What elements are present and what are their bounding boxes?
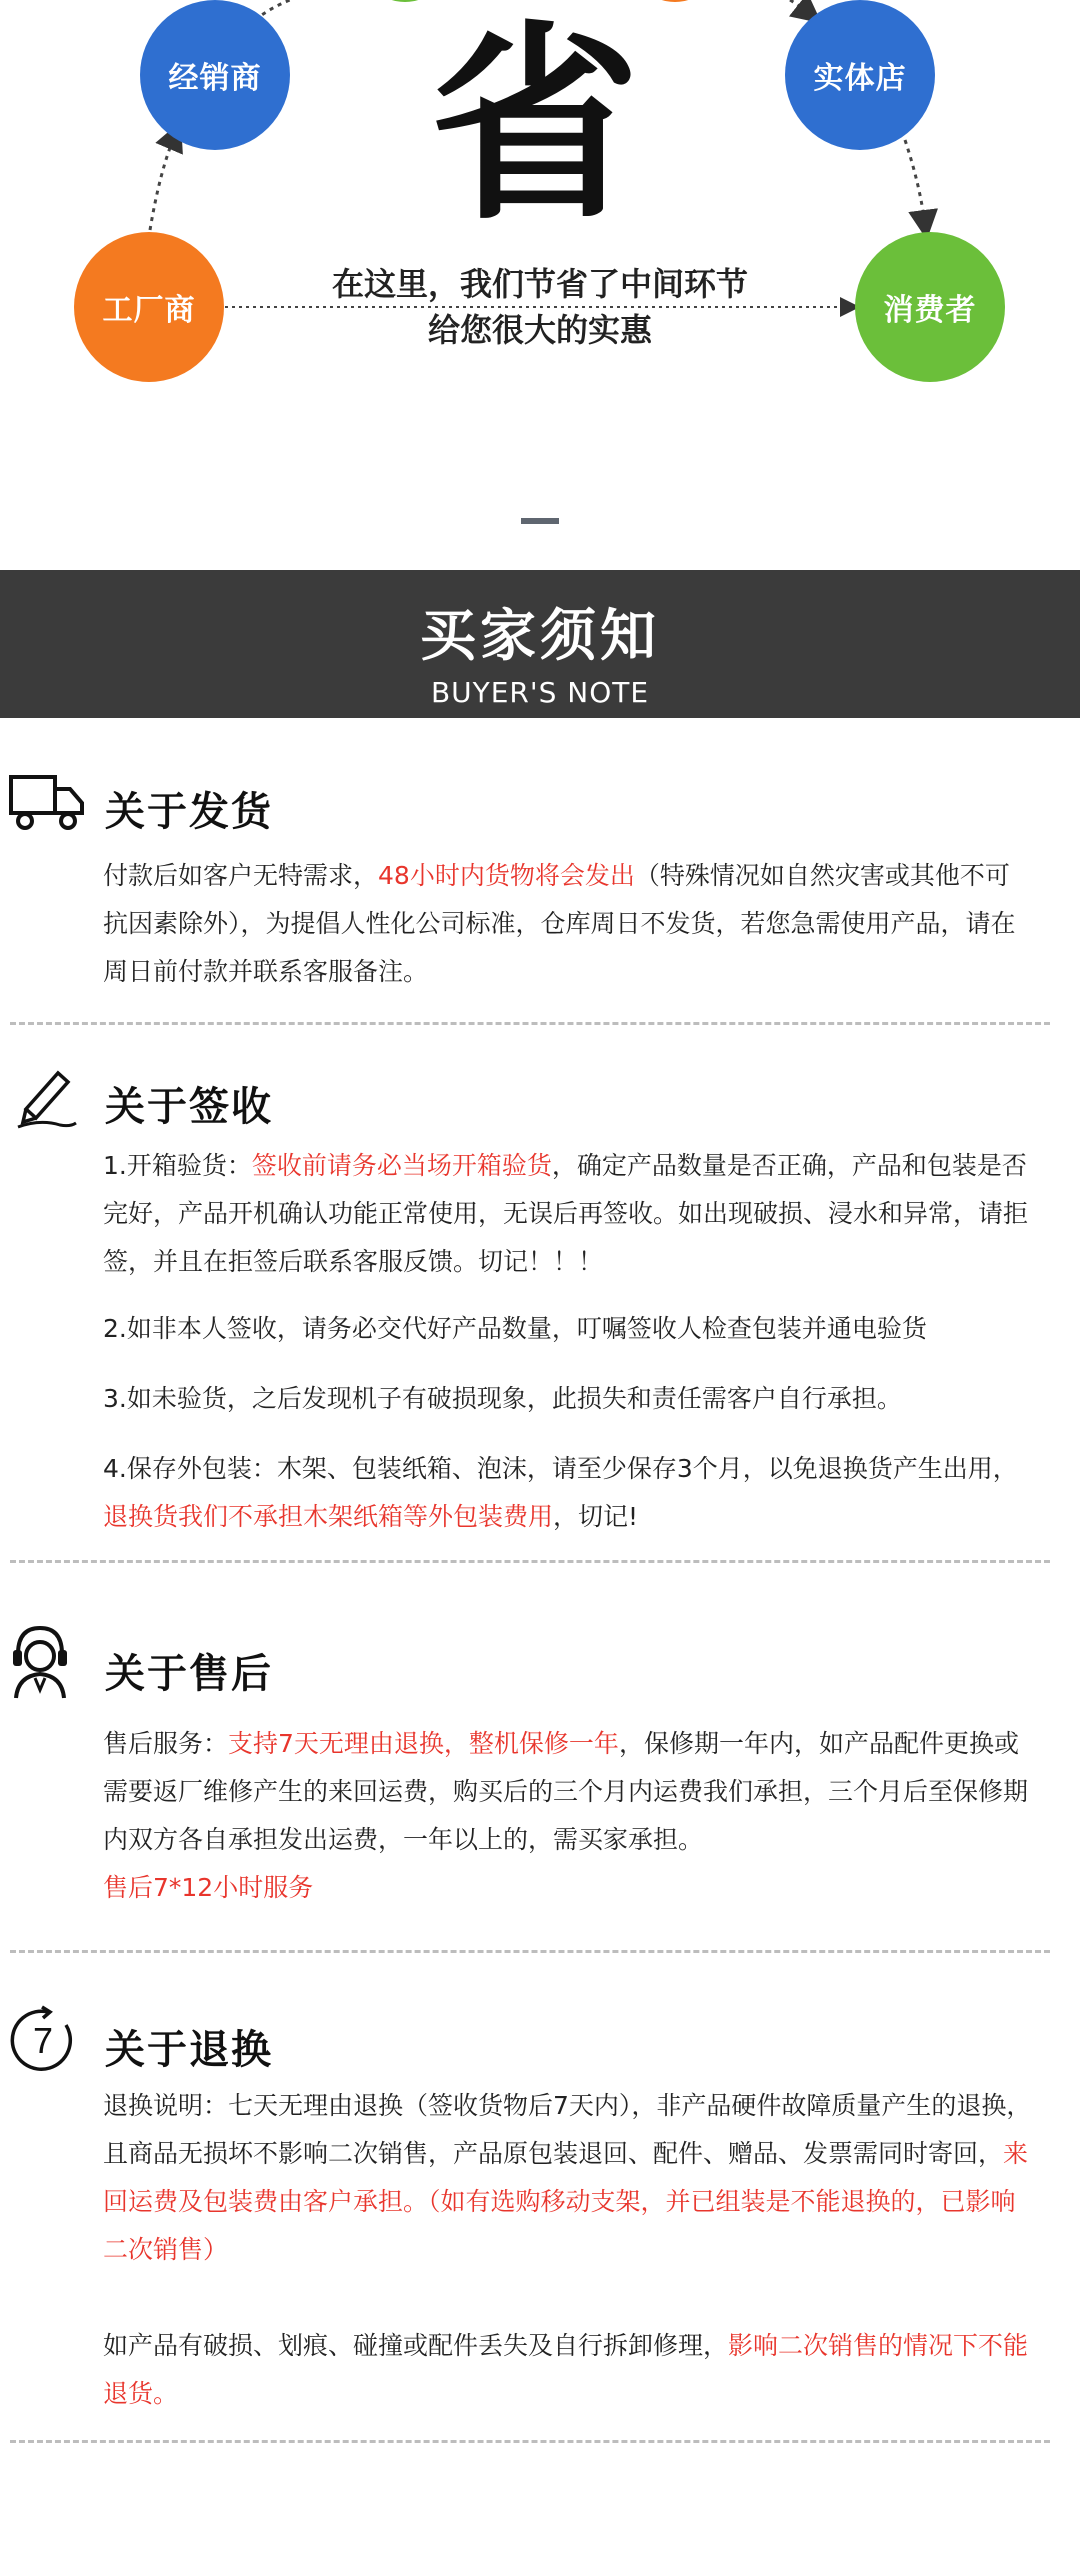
shipping-highlight: 48小时内货物将会发出 — [378, 861, 635, 890]
shipping-paragraph — [103, 852, 1033, 996]
banner-subtitle: BUYER'S NOTE — [430, 676, 650, 709]
signing-item-4-highlight: 退换货我们不承担木架纸箱等外包装费用 — [103, 1502, 554, 1531]
returns-highlight-2: 影响二次销售的情况下不能退货。 — [103, 2331, 1029, 2408]
pen-icon — [12, 1065, 80, 1131]
shipping-text-a: 付款后如客户无特需求， — [103, 861, 379, 890]
aftersale-service-hours: 售后7*12小时服务 — [103, 1873, 314, 1902]
divider — [10, 1560, 1050, 1563]
signing-item-3: 3.如未验货，之后发现机子有破损现象，此损失和责任需客户自行承担。 — [103, 1384, 902, 1413]
returns-paragraph-2 — [103, 2322, 1033, 2418]
signing-item-4 — [103, 1445, 1033, 1541]
node-distributor: 经销商 — [140, 0, 290, 150]
aftersale-label: 售后服务： — [103, 1729, 229, 1758]
aftersale-paragraph — [103, 1720, 1033, 1864]
signing-item-4-text-a: 4.保存外包装：木架、包装纸箱、泡沫，请至少保存3个月，以免退换货产生出用， — [103, 1454, 1018, 1483]
signing-item-1-highlight: 签收前请务必当场开箱验货 — [251, 1151, 552, 1180]
aftersale-highlight: 支持7天无理由退换，整机保修一年 — [228, 1729, 619, 1758]
aftersale-text: ，保修期一年内，如产品配件更换或需要返厂维修产生的来回运费，购买后的三个月内运费我们承担，三个月后至保修期内双方各自承担发出运费，一年以上的，需买家承担。 — [103, 1729, 1029, 1854]
signing-item-1 — [103, 1142, 1033, 1286]
node-store: 实体店 — [785, 0, 935, 150]
returns-text-b: 如产品有破损、划痕、碰撞或配件丢失及自行拆卸修理， — [103, 2331, 729, 2360]
arrow-store-to-consumer — [905, 140, 925, 225]
arrow-factory-to-distributor — [150, 135, 175, 230]
truck-icon — [8, 773, 86, 835]
returns-highlight: 来回运费及包装费由客户承担。（如有选购移动支架，并已组装是不能退换的，已影响二次销售） — [103, 2139, 1029, 2264]
section-title-shipping: 关于发货 — [105, 789, 273, 835]
node-consumer: 消费者 — [855, 232, 1005, 382]
divider — [10, 1950, 1050, 1953]
slogan-line2: 给您很大的实惠 — [427, 311, 652, 349]
divider — [10, 1022, 1050, 1025]
headset-agent-icon — [8, 1622, 72, 1700]
section-title-returns: 关于退换 — [105, 2027, 273, 2073]
signing-item-1-label: 1.开箱验货： — [103, 1151, 252, 1180]
returns-paragraph-1 — [103, 2082, 1033, 2274]
seven-day-return-icon — [8, 2005, 78, 2075]
node-factory: 工厂商 — [74, 232, 224, 382]
separator-mark — [521, 518, 559, 524]
savings-diagram — [0, 0, 1080, 420]
signing-item-1-text: ，确定产品数量是否正确，产品和包装是否完好，产品开机确认功能正常使用，无误后再签收。如出现破损、浸水和异常，请拒签，并且在拒签后联系客服反馈。切记！！！ — [103, 1151, 1029, 1276]
signing-item-2: 2.如非本人签收，请务必交代好产品数量，叮嘱签收人检查包装并通电验货 — [103, 1314, 927, 1343]
divider — [10, 2440, 1050, 2443]
section-title-signing: 关于签收 — [105, 1084, 273, 1130]
slogan-line1: 在这里，我们节省了中间环节 — [331, 265, 748, 303]
shipping-text-b: （特殊情况如自然灾害或其他不可抗因素除外），为提倡人性化公司标准，仓库周日不发货，若您急需使用产品，请在周日前付款并联系客服备注。 — [103, 861, 1016, 986]
signing-item-4-text-b: ，切记! — [553, 1502, 639, 1531]
returns-text-a: 退换说明：七天无理由退换（签收货物后7天内），非产品硬件故障质量产生的退换，且商品无损坏不影响二次销售，产品原包装退回、配件、赠品、发票需同时寄回， — [103, 2091, 1032, 2168]
arrow-top-right — [790, 0, 810, 14]
section-title-aftersale: 关于售后 — [105, 1651, 273, 1697]
save-character: 省 — [430, 1, 641, 248]
banner-title: 买家须知 — [420, 604, 660, 669]
buyers-note-banner — [0, 570, 1080, 718]
seven-day-number: 7 — [32, 2020, 54, 2061]
